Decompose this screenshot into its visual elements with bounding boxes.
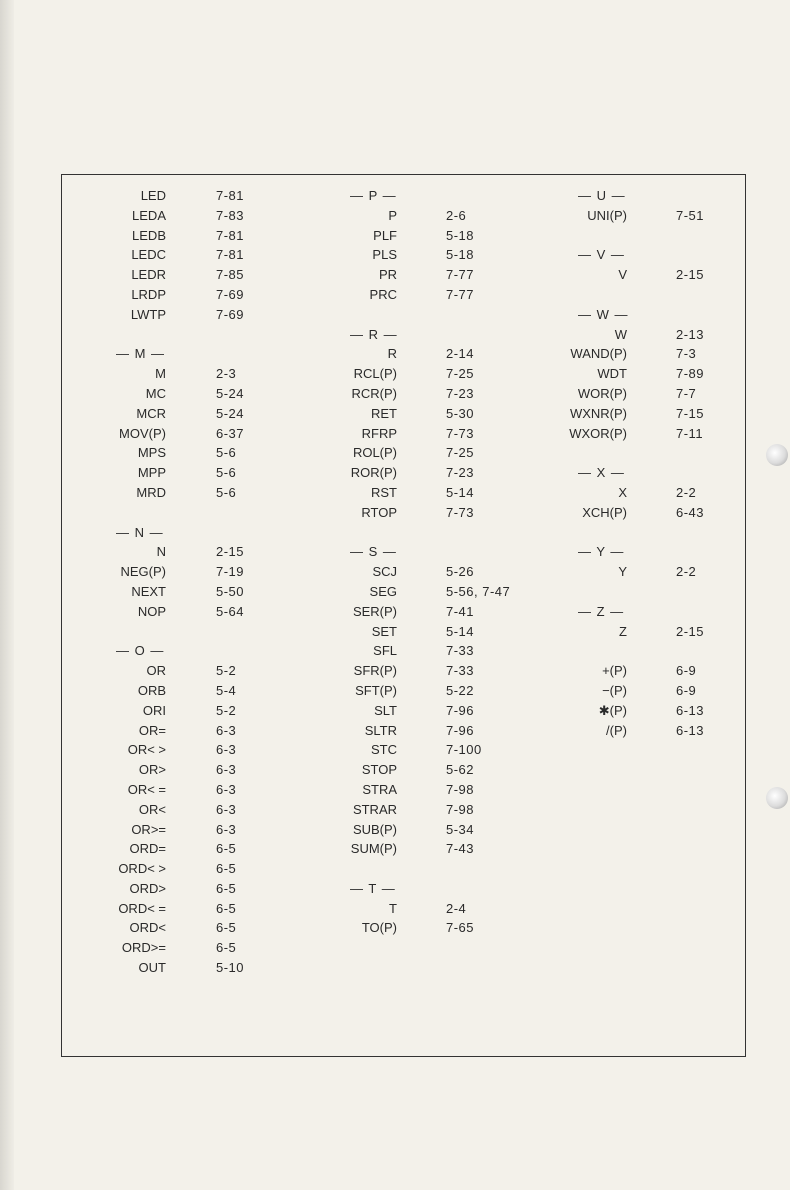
page-reference: 6-3 — [216, 762, 237, 778]
page-reference: 6-43 — [676, 504, 705, 520]
instruction-name: X — [618, 484, 627, 500]
instruction-name: SEG — [369, 583, 397, 599]
instruction-name: SUB(P) — [352, 821, 397, 837]
section-heading — [0, 305, 790, 325]
section-heading — [0, 879, 790, 899]
instruction-name: RFRP — [361, 425, 397, 441]
index-entry — [0, 780, 790, 800]
section-letter: — N — — [116, 524, 164, 540]
index-column-3 — [0, 186, 790, 740]
instruction-name: MPP — [137, 465, 166, 481]
instruction-name: ROL(P) — [352, 445, 397, 461]
section-letter: — Z — — [578, 603, 625, 619]
index-entry — [0, 443, 790, 463]
page-reference: 2-15 — [676, 623, 705, 639]
index-entry — [0, 483, 790, 503]
page-reference: 2-14 — [446, 346, 475, 362]
index-entry — [0, 404, 790, 424]
page-reference: 2-6 — [446, 207, 467, 223]
instruction-name: STOP — [361, 762, 397, 778]
page-reference: 7-83 — [216, 207, 245, 223]
page-reference: 5-24 — [216, 385, 245, 401]
instruction-name: /(P) — [606, 722, 627, 738]
instruction-name: LWTP — [130, 306, 166, 322]
page-reference: 2-3 — [216, 366, 237, 382]
instruction-name: Z — [619, 623, 627, 639]
instruction-name: LED — [140, 188, 166, 203]
section-letter: — P — — [350, 188, 397, 203]
index-entry — [0, 325, 790, 345]
page-reference: 7-98 — [446, 781, 475, 797]
index-entry — [0, 800, 790, 820]
instruction-name: WDT — [597, 366, 627, 382]
page-reference: 7-51 — [676, 207, 705, 223]
instruction-name: SLT — [374, 702, 397, 718]
page-reference: 6-5 — [216, 920, 237, 936]
page-reference: 6-3 — [216, 722, 237, 738]
instruction-name: LRDP — [131, 286, 166, 302]
page-reference: 6-37 — [216, 425, 245, 441]
page-reference: 5-6 — [216, 445, 237, 461]
instruction-name: ORD< > — [118, 861, 166, 877]
instruction-name: UNI(P) — [587, 207, 627, 223]
instruction-name: MRD — [136, 484, 166, 500]
page-reference: 5-10 — [216, 960, 245, 976]
section-letter: — O — — [116, 643, 165, 659]
instruction-name: ✱(P) — [598, 702, 627, 718]
instruction-name: P — [388, 207, 397, 223]
page-reference: 2-13 — [676, 326, 705, 342]
instruction-name: NOP — [137, 603, 166, 619]
instruction-name: OR< > — [127, 742, 166, 758]
instruction-name: STC — [371, 742, 397, 758]
index-entry — [0, 424, 790, 444]
instruction-name: NEXT — [131, 583, 166, 599]
page-reference: 7-23 — [446, 465, 475, 481]
page-reference: 7-25 — [446, 366, 475, 382]
instruction-name: ORD= — [129, 841, 166, 857]
page-reference: 7-43 — [446, 841, 475, 857]
section-letter: — Y — — [578, 544, 625, 560]
index-entry — [0, 899, 790, 919]
section-letter: — M — — [116, 346, 166, 362]
page-reference: 5-4 — [216, 682, 237, 698]
page-reference: 7-25 — [446, 445, 475, 461]
index-entry — [0, 918, 790, 938]
index-entry — [0, 859, 790, 879]
page-reference: 7-69 — [216, 306, 245, 322]
page-reference: 7-73 — [446, 504, 475, 520]
instruction-name: SER(P) — [352, 603, 397, 619]
page-reference: 7-15 — [676, 405, 705, 421]
instruction-name: OR — [146, 663, 166, 679]
instruction-name: ORD>= — [121, 940, 166, 956]
instruction-name: PLF — [373, 227, 397, 243]
instruction-name: OR< = — [127, 781, 166, 797]
page-reference: 6-3 — [216, 821, 237, 837]
page-reference: 2-15 — [216, 544, 245, 560]
instruction-name: PR — [378, 267, 397, 283]
page-reference: 5-24 — [216, 405, 245, 421]
instruction-name: W — [614, 326, 627, 342]
instruction-name: ORB — [137, 682, 166, 698]
index-entry — [0, 938, 790, 958]
index-entry — [0, 958, 790, 978]
page-reference: 7-89 — [676, 366, 705, 382]
index-entry — [0, 503, 790, 523]
instruction-name: ROR(P) — [350, 465, 397, 481]
instruction-name: SUM(P) — [350, 841, 397, 857]
page-reference: 5-64 — [216, 603, 245, 619]
instruction-name: OR< — [138, 801, 166, 817]
instruction-name: MOV(P) — [119, 425, 166, 441]
instruction-name: LEDR — [131, 267, 166, 283]
index-entry — [0, 344, 790, 364]
page-reference: 2-4 — [446, 900, 467, 916]
page-reference: 7-77 — [446, 267, 475, 283]
page-reference: 7-73 — [446, 425, 475, 441]
instruction-name: V — [618, 267, 627, 283]
instruction-name: TO(P) — [361, 920, 397, 936]
instruction-name: MPS — [137, 445, 166, 461]
page-reference: 7-33 — [446, 643, 475, 659]
index-entry — [0, 364, 790, 384]
index-entry — [0, 562, 790, 582]
section-heading — [0, 542, 790, 562]
instruction-name: WXNR(P) — [569, 405, 627, 421]
instruction-name: ORD< — [129, 920, 166, 936]
index-entry — [0, 721, 790, 741]
page-reference: 5-6 — [216, 465, 237, 481]
index-entry — [0, 265, 790, 285]
instruction-name: T — [389, 900, 397, 916]
instruction-name: −(P) — [602, 682, 627, 698]
page-reference: 7-69 — [216, 286, 245, 302]
page-reference: 2-2 — [676, 564, 697, 580]
page-reference: 2-15 — [676, 267, 705, 283]
instruction-name: LEDC — [131, 247, 166, 263]
section-letter: — S — — [350, 544, 397, 560]
instruction-name: OR= — [138, 722, 166, 738]
index-entry — [0, 641, 790, 661]
index-entry — [0, 206, 790, 226]
page-reference: 7-98 — [446, 801, 475, 817]
instruction-name: SET — [371, 623, 397, 639]
page-reference: 7-81 — [216, 188, 245, 203]
page-reference: 6-5 — [216, 880, 237, 896]
index-entry — [0, 661, 790, 681]
instruction-name: RST — [371, 484, 397, 500]
instruction-name: SCJ — [372, 564, 397, 580]
index-entry — [0, 523, 790, 543]
index-entry — [0, 820, 790, 840]
instruction-name: RTOP — [361, 504, 397, 520]
index-entry — [0, 701, 790, 721]
section-letter: — V — — [578, 247, 625, 263]
page-reference: 5-18 — [446, 227, 475, 243]
page-reference: 7-19 — [216, 564, 245, 580]
section-letter: — X — — [578, 465, 625, 481]
instruction-name: RCL(P) — [353, 366, 397, 382]
page-reference: 6-13 — [676, 722, 705, 738]
page-reference: 7-81 — [216, 247, 245, 263]
page-reference: 5-2 — [216, 663, 237, 679]
instruction-name: STRA — [362, 781, 397, 797]
instruction-name: MCR — [136, 405, 166, 421]
page-reference: 6-5 — [216, 861, 237, 877]
page-reference: 6-9 — [676, 663, 697, 679]
section-heading — [0, 186, 790, 206]
page-reference: 5-14 — [446, 623, 475, 639]
instruction-name: OR>= — [131, 821, 166, 837]
index-entry — [0, 285, 790, 305]
index-entry — [0, 760, 790, 780]
index-entry — [0, 384, 790, 404]
instruction-name: OUT — [138, 960, 166, 976]
page-reference: 5-18 — [446, 247, 475, 263]
instruction-name: M — [155, 366, 166, 382]
instruction-name: LEDB — [132, 227, 166, 243]
instruction-name: ORD> — [129, 880, 166, 896]
instruction-name: ORI — [142, 702, 166, 718]
section-heading — [0, 602, 790, 622]
index-entry — [0, 226, 790, 246]
instruction-name: RCR(P) — [351, 385, 397, 401]
instruction-name: OR> — [138, 762, 166, 778]
instruction-name: MC — [145, 385, 166, 401]
page-reference: 5-26 — [446, 564, 475, 580]
page-reference: 7-41 — [446, 603, 475, 619]
instruction-name: R — [387, 346, 397, 362]
page-reference: 6-5 — [216, 900, 237, 916]
section-letter: — T — — [350, 880, 396, 896]
page-reference: 7-65 — [446, 920, 475, 936]
page-reference: 5-14 — [446, 484, 475, 500]
section-heading — [0, 245, 790, 265]
page-reference: 7-85 — [216, 267, 245, 283]
page-reference: 5-30 — [446, 405, 475, 421]
page-reference: 7-3 — [676, 346, 697, 362]
section-letter: — R — — [350, 326, 398, 342]
page-reference: 5-50 — [216, 583, 245, 599]
page-reference: 5-2 — [216, 702, 237, 718]
instruction-name: SFT(P) — [355, 682, 397, 698]
page-reference: 5-56, 7-47 — [446, 583, 511, 599]
page-reference: 7-11 — [676, 425, 704, 441]
section-letter: — W — — [578, 306, 629, 322]
index-entry — [0, 740, 790, 760]
instruction-name: PRC — [369, 286, 397, 302]
page-reference: 6-5 — [216, 940, 237, 956]
page-reference: 6-13 — [676, 702, 705, 718]
page-reference: 6-3 — [216, 781, 237, 797]
page-reference: 7-33 — [446, 663, 475, 679]
index-entry — [0, 622, 790, 642]
instruction-name: +(P) — [602, 663, 627, 679]
page-reference: 2-2 — [676, 484, 697, 500]
section-heading — [0, 463, 790, 483]
instruction-name: N — [156, 544, 166, 560]
instruction-name: NEG(P) — [120, 564, 166, 580]
page-reference: 7-77 — [446, 286, 475, 302]
instruction-name: PLS — [372, 247, 397, 263]
page-reference: 7-100 — [446, 742, 482, 758]
index-entry — [0, 681, 790, 701]
page-reference: 5-22 — [446, 682, 475, 698]
page-reference: 6-9 — [676, 682, 697, 698]
instruction-name: WAND(P) — [570, 346, 627, 362]
instruction-name: SLTR — [364, 722, 397, 738]
instruction-name: WOR(P) — [577, 385, 627, 401]
page-reference: 6-3 — [216, 742, 237, 758]
instruction-name: STRAR — [352, 801, 397, 817]
page-reference: 5-34 — [446, 821, 475, 837]
instruction-name: XCH(P) — [582, 504, 627, 520]
index-entry — [0, 839, 790, 859]
page-reference: 5-62 — [446, 762, 475, 778]
page-reference: 7-96 — [446, 722, 475, 738]
page-reference: 5-6 — [216, 484, 237, 500]
page-reference: 6-3 — [216, 801, 237, 817]
page-reference: 7-96 — [446, 702, 475, 718]
instruction-name: SFR(P) — [353, 663, 397, 679]
page-reference: 7-23 — [446, 385, 475, 401]
page-reference: 7-81 — [216, 227, 245, 243]
instruction-name: Y — [618, 564, 627, 580]
page-reference: 6-5 — [216, 841, 237, 857]
section-letter: — U — — [578, 188, 626, 203]
index-entry — [0, 582, 790, 602]
instruction-name: WXOR(P) — [569, 425, 627, 441]
instruction-name: SFL — [373, 643, 397, 659]
instruction-name: LEDA — [132, 207, 166, 223]
instruction-name: ORD< = — [118, 900, 166, 916]
instruction-name: RET — [371, 405, 397, 421]
page-reference: 7-7 — [676, 385, 697, 401]
